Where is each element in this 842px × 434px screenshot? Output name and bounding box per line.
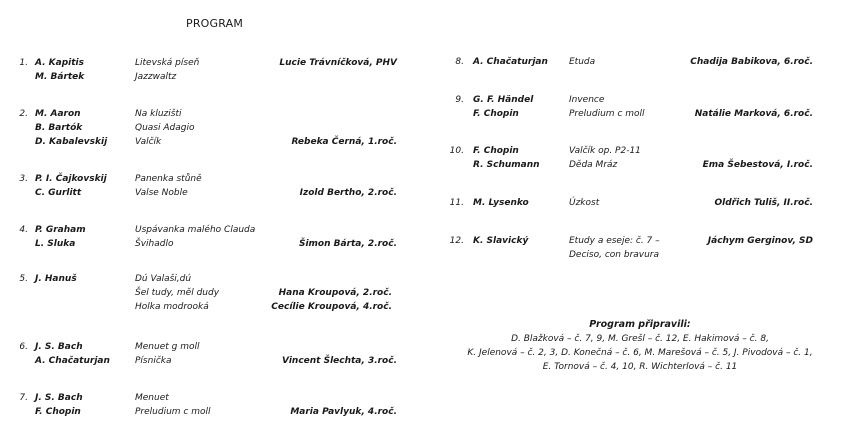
performer: Chadija Babikova, 6.roč. (690, 57, 813, 67)
composer: J. S. Bach (35, 393, 83, 403)
item-number: 7. (19, 393, 28, 403)
performer: Ema Šebestová, I.roč. (702, 160, 813, 170)
composer: L. Sluka (35, 239, 76, 249)
performer: Oldřich Tuliš, II.roč. (714, 198, 813, 208)
piece: Švihadlo (135, 239, 174, 249)
piece: Valse Noble (135, 188, 188, 198)
piece: Litevská píseň (135, 58, 200, 68)
piece: Menuet (135, 393, 169, 403)
piece: Na kluzišti (135, 109, 182, 119)
composer: M. Aaron (35, 109, 81, 119)
performer: Lucie Trávníčková, PHV (279, 58, 397, 68)
piece: Valčík (135, 137, 162, 147)
composer: P. I. Čajkovskij (35, 174, 107, 184)
piece: Holka modrooká (135, 302, 209, 312)
composer: B. Bartók (35, 123, 83, 133)
piece: Preludium c moll (135, 407, 211, 417)
performer: Rebeka Černá, 1.roč. (291, 137, 397, 147)
performer: Vincent Šlechta, 3.roč. (282, 356, 397, 366)
credits-line: D. Blažková – č. 7, 9, M. Grešl – č. 12, E. Hakimová – č. 8, (511, 334, 769, 344)
composer: A. Kapitis (35, 58, 85, 68)
composer: A. Chačaturjan (473, 57, 548, 67)
piece: Jazzwaltz (135, 72, 177, 82)
piece: Deciso, con bravura (569, 250, 660, 260)
composer: P. Graham (35, 225, 86, 235)
piece: Preludium c moll (569, 109, 645, 119)
item-number: 12. (449, 236, 464, 246)
item-number: 3. (19, 174, 28, 184)
item-number: 10. (449, 146, 464, 156)
performer: Hana Kroupová, 2.roč. (278, 288, 392, 298)
credits-line: K. Jelenová – č. 2, 3, D. Konečná – č. 6, M. Marešová – č. 5, J. Pivodová – č. 1, (467, 348, 813, 358)
item-number: 9. (455, 95, 464, 105)
credits (440, 318, 840, 374)
item-number: 11. (449, 198, 464, 208)
composer: J. S. Bach (35, 342, 83, 352)
item-number: 6. (19, 342, 28, 352)
piece: Valčík op. P2-11 (569, 146, 641, 156)
item-number: 5. (19, 274, 28, 284)
composer: C. Gurlitt (35, 188, 82, 198)
performer: Cecílie Kroupová, 4.roč. (271, 302, 392, 312)
piece: Menuet g moll (135, 342, 200, 352)
performer: Jáchym Gerginov, SD (707, 236, 813, 246)
composer: F. Chopin (473, 146, 519, 156)
piece: Quasi Adagio (135, 123, 195, 133)
composer: K. Slavický (473, 236, 529, 246)
piece: Písnička (135, 356, 172, 366)
credits-line: E. Tornová – č. 4, 10, R. Wichterlová – č. 11 (542, 362, 738, 372)
piece: Invence (569, 95, 605, 105)
composer: M. Bártek (35, 72, 85, 82)
piece: Šel tudy, měl dudy (135, 288, 220, 298)
item-number: 8. (455, 57, 464, 67)
piece: Panenka stůně (135, 174, 202, 184)
piece: Uspávanka malého Clauda (135, 225, 256, 235)
item-number: 1. (19, 58, 28, 68)
piece: Dú Valaši,dú (135, 274, 192, 284)
performer: Natálie Marková, 6.roč. (694, 109, 813, 119)
performer: Izold Bertho, 2.roč. (299, 188, 397, 198)
piece: Etuda (569, 57, 596, 67)
piece: Děda Mráz (569, 160, 618, 170)
page-title: PROGRAM (186, 17, 244, 30)
item-number: 4. (19, 225, 28, 235)
piece: Úzkost (569, 198, 600, 208)
item-number: 2. (19, 109, 28, 119)
composer: F. Chopin (35, 407, 81, 417)
performer: Maria Pavlyuk, 4.roč. (290, 407, 397, 417)
composer: R. Schumann (473, 160, 540, 170)
composer: M. Lysenko (473, 198, 529, 208)
composer: D. Kabalevskij (35, 137, 108, 147)
composer: A. Chačaturjan (35, 356, 110, 366)
performer: Šimon Bárta, 2.roč. (298, 239, 397, 249)
composer: G. F. Händel (473, 95, 534, 105)
piece: Etudy a eseje: č. 7 – (569, 236, 660, 246)
credits-heading: Program připravili: (589, 319, 691, 330)
composer: F. Chopin (473, 109, 519, 119)
composer: J. Hanuš (35, 274, 77, 284)
